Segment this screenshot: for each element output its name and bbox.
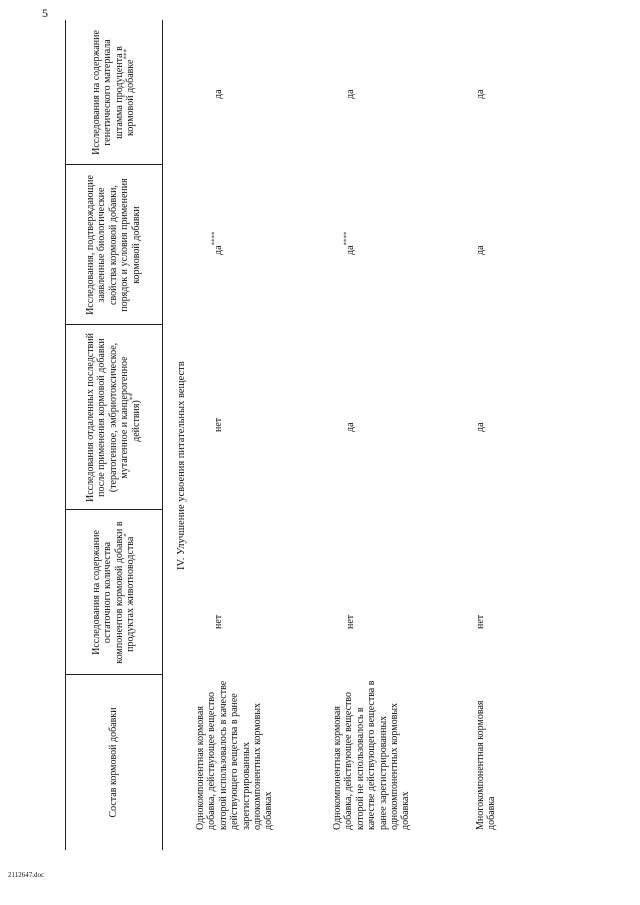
row-2-residue: нет [345, 614, 356, 629]
document-filename: 2112647.doc [8, 871, 45, 879]
row-1-biological: да**** [210, 231, 224, 255]
row-3-biological: да [475, 245, 486, 255]
row-1-composition: Однокомпонентная кормовая добавка, действующее вещество которой использовалось в качестве действующего вещества в ранее зарегистрированных однокомпонентных кормовых добавках [195, 680, 275, 830]
row-1-genetic: да [213, 89, 224, 99]
row-2-long-term: да [345, 422, 356, 432]
row-3-composition: Многокомпонентная кормовая добавка [475, 700, 498, 830]
row-3-long-term: да [475, 422, 486, 432]
row-1-residue: нет [213, 614, 224, 629]
row-1-long-term: нет [213, 417, 224, 432]
page-number: 5 [42, 6, 48, 20]
header-genetic: Исследования на содержание генетического материала штамма продуцента в кормовой добавке*** [90, 30, 136, 155]
row-2-genetic: да [345, 89, 356, 99]
row-3-genetic: да [475, 89, 486, 99]
section-title: IV. Улучшение усвоения питательных веществ [176, 361, 187, 570]
header-residue: Исследования на содержание остаточного количества компонентов кормовой добавки в продуктах животноводства* [90, 521, 136, 664]
header-bottom-border [162, 20, 163, 850]
row-3-residue: нет [475, 614, 486, 629]
row-2-composition: Однокомпонентная кормовая добавка, действующее вещество которой не использовалось в качестве действующего вещества в ранее зарегистрированных однокомпонентных кормовых добавках [332, 680, 412, 830]
header-biological: Исследования, подтверждающие заявленные биологические свойства кормовой добавки, порядок и условия применения кормовой добавки [84, 175, 142, 315]
row-2-biological: да**** [342, 231, 356, 255]
header-long-term: Исследования отдаленных последствий после применения кормовой добавки (тератогенное, эмбриотоксическое, мутагенное и канцерогенное действия)** [84, 332, 142, 503]
header-composition: Состав кормовой добавки [107, 707, 119, 818]
